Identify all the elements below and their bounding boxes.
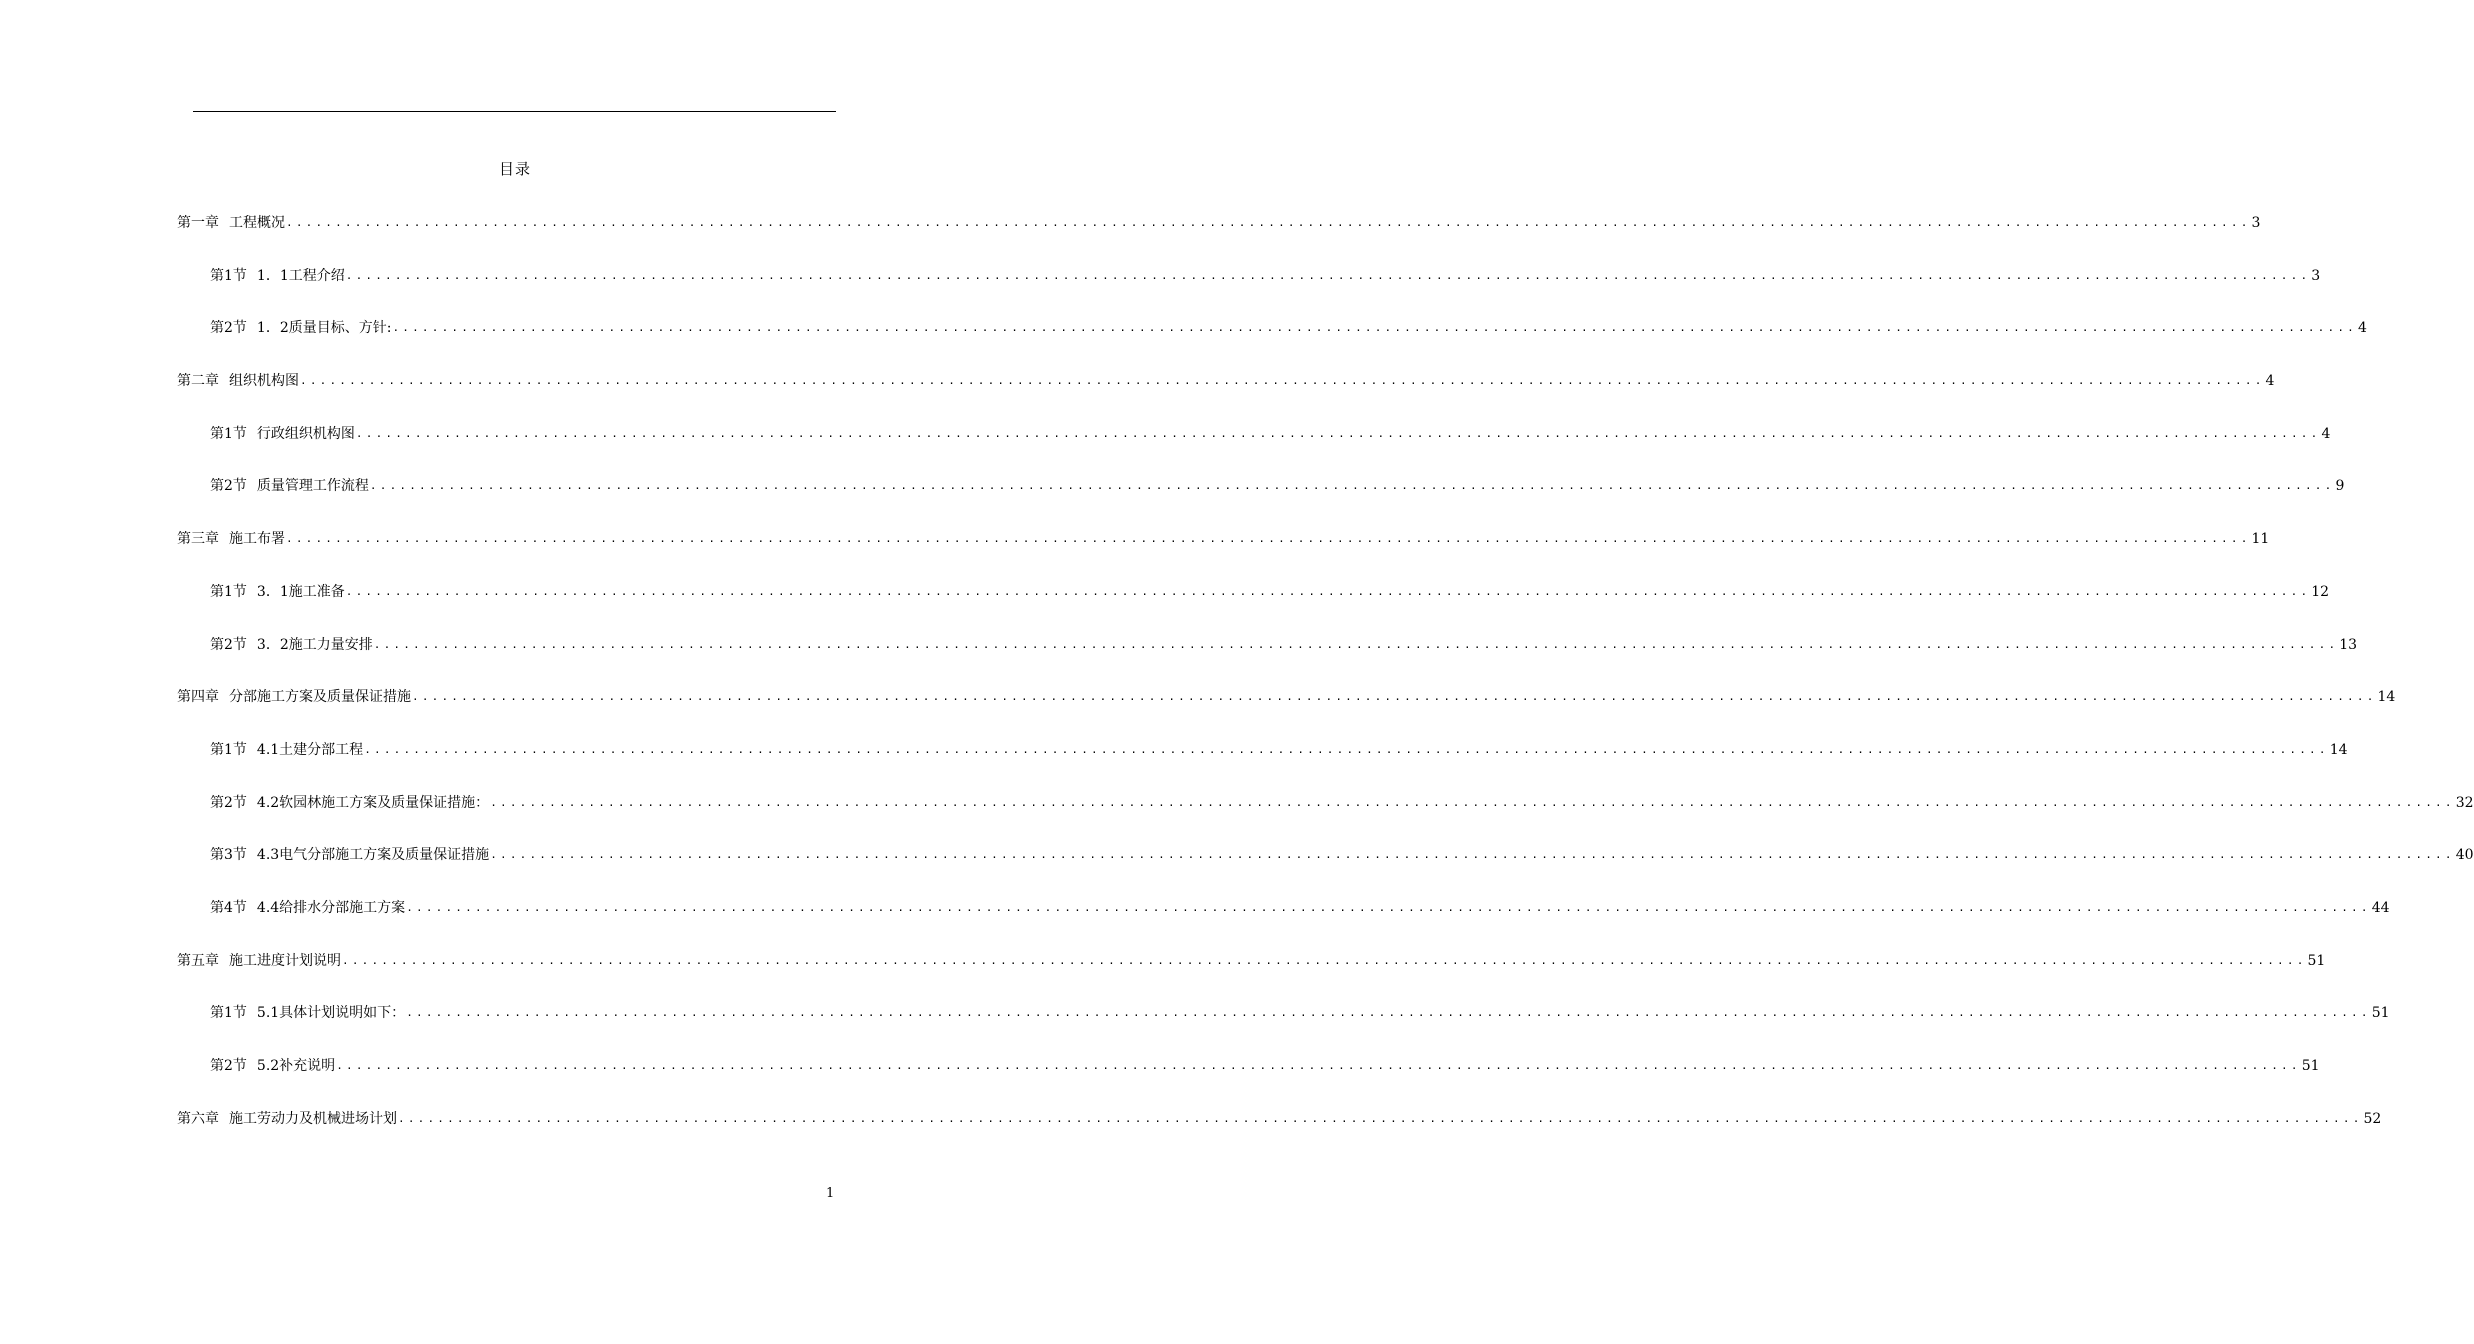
toc-dot-leader: ........................................................................................................................................................................................................ [406, 1006, 2371, 1020]
toc-dot-leader: ........................................................................................................................................................................................................ [345, 584, 2311, 598]
toc-entry-title: 4.3电气分部施工方案及质量保证措施 [256, 847, 490, 864]
toc-chapter-entry[interactable] [177, 527, 2270, 580]
toc-entry-label [210, 474, 369, 498]
toc-section-entry[interactable] [177, 633, 2358, 686]
toc-dot-leader: ........................................................................................................................................................................................................ [490, 848, 2455, 862]
toc-dot-leader: ........................................................................................................................................................................................................ [355, 426, 2321, 440]
toc-entry-number: 第2节 [210, 794, 247, 811]
toc-entry-number: 第六章 [177, 1110, 219, 1127]
toc-entry-label [177, 527, 285, 551]
toc-entry-label [210, 738, 363, 762]
toc-entry-page: 14 [2377, 689, 2396, 706]
toc-entry-number: 第2节 [210, 320, 247, 337]
toc-entry-number: 第1节 [210, 741, 247, 758]
toc-chapter-entry[interactable] [177, 369, 2275, 422]
toc-entry-number: 第2节 [210, 636, 247, 653]
page-number: 1 [826, 1186, 835, 1201]
toc-entry-page: 9 [2335, 478, 2345, 495]
toc-entry-page: 51 [2307, 952, 2326, 969]
toc-entry-title: 5.1具体计划说明如下： [256, 1005, 406, 1022]
toc-entry-title: 施工进度计划说明 [229, 952, 341, 969]
toc-dot-leader: ........................................................................................................................................................................................................ [286, 532, 2251, 546]
toc-entry-label [210, 843, 489, 867]
toc-dot-leader: ........................................................................................................................................................................................................ [336, 1059, 2301, 1072]
toc-entry-page: 14 [2329, 741, 2348, 758]
toc-entry-number: 第1节 [210, 1005, 247, 1022]
toc-dot-leader: ........................................................................................................................................................................................................ [398, 1111, 2363, 1125]
toc-entry-page: 4 [2321, 425, 2331, 442]
toc-entry-label [210, 791, 489, 815]
toc-entry-title: 工程概况 [229, 215, 285, 231]
toc-entry-page: 12 [2311, 583, 2330, 600]
toc-entry-label [177, 949, 341, 973]
toc-dot-leader: ........................................................................................................................................................................................................ [364, 742, 2329, 756]
toc-dot-leader: ........................................................................................................................................................................................................ [412, 690, 2377, 704]
toc-entry-label [210, 1054, 335, 1078]
toc-entry-number: 第五章 [177, 952, 219, 969]
toc-entry-label [210, 264, 345, 288]
toc-dot-leader: ........................................................................................................................................................................................................ [369, 479, 2335, 493]
toc-section-entry[interactable] [177, 264, 2321, 317]
toc-section-entry[interactable] [177, 474, 2345, 527]
toc-entry-number: 第三章 [177, 531, 219, 548]
toc-section-entry[interactable] [177, 1054, 2320, 1107]
toc-entry-page: 52 [2363, 1110, 2382, 1127]
toc-chapter-entry[interactable] [177, 211, 2261, 264]
toc-entry-title: 行政组织机构图 [256, 425, 355, 442]
toc-entry-label [177, 369, 299, 393]
toc-entry-label [210, 422, 355, 446]
toc-title: 目录 [498, 160, 531, 178]
toc-entry-number: 第4节 [210, 899, 247, 916]
toc-entry-label [210, 580, 345, 604]
table-of-contents [177, 211, 2474, 1159]
toc-entry-page: 4 [2265, 373, 2275, 390]
toc-entry-label [177, 1107, 397, 1131]
toc-entry-number: 第二章 [177, 373, 219, 390]
toc-entry-title: 4.4给排水分部施工方案 [256, 899, 406, 916]
toc-dot-leader: ........................................................................................................................................................................................................ [392, 321, 2357, 335]
toc-entry-title: 施工劳动力及机械进场计划 [229, 1110, 397, 1127]
toc-entry-title: 分部施工方案及质量保证措施 [229, 689, 411, 706]
toc-dot-leader: ........................................................................................................................................................................................................ [300, 374, 2265, 388]
toc-chapter-entry[interactable] [177, 949, 2326, 1002]
toc-entry-page: 4 [2357, 320, 2367, 337]
toc-dot-leader: ........................................................................................................................................................................................................ [345, 268, 2311, 282]
toc-entry-number: 第2节 [210, 478, 247, 495]
toc-entry-title: 组织机构图 [229, 373, 299, 390]
toc-entry-page: 40 [2455, 847, 2474, 864]
toc-dot-leader: ........................................................................................................................................................................................................ [490, 795, 2455, 809]
toc-entry-number: 第一章 [177, 215, 219, 231]
toc-section-entry[interactable] [177, 738, 2348, 791]
toc-entry-label [210, 896, 405, 920]
toc-dot-leader: ........................................................................................................................................................................................................ [406, 900, 2371, 914]
toc-section-entry[interactable] [177, 422, 2331, 475]
toc-entry-number: 第2节 [210, 1058, 247, 1074]
toc-entry-label [177, 211, 285, 235]
toc-entry-page: 51 [2301, 1058, 2320, 1074]
toc-section-entry[interactable] [177, 580, 2330, 633]
toc-entry-page: 11 [2251, 531, 2270, 548]
toc-entry-title: 4.1土建分部工程 [256, 741, 364, 758]
toc-entry-page: 3 [2251, 215, 2261, 231]
toc-entry-label [210, 316, 391, 340]
toc-section-entry[interactable] [177, 896, 2390, 949]
toc-entry-label [210, 1001, 405, 1025]
toc-entry-page: 13 [2339, 636, 2358, 653]
toc-section-entry[interactable] [177, 1001, 2390, 1054]
toc-chapter-entry[interactable] [177, 685, 2396, 738]
toc-entry-number: 第3节 [210, 847, 247, 864]
toc-entry-title: 施工布署 [229, 531, 285, 548]
toc-entry-page: 44 [2371, 899, 2390, 916]
toc-entry-number: 第1节 [210, 425, 247, 442]
toc-dot-leader: ........................................................................................................................................................................................................ [342, 953, 2307, 967]
toc-section-entry[interactable] [177, 791, 2474, 844]
toc-entry-number: 第1节 [210, 583, 247, 600]
toc-entry-number: 第1节 [210, 267, 247, 284]
toc-chapter-entry[interactable] [177, 1107, 2382, 1160]
toc-entry-title: 4.2软园林施工方案及质量保证措施： [256, 794, 490, 811]
toc-entry-title: 5.2补充说明 [256, 1058, 336, 1074]
toc-entry-title: 1．2质量目标、方针: [256, 320, 392, 337]
toc-dot-leader: ........................................................................................................................................................................................................ [286, 216, 2251, 229]
toc-dot-leader: ........................................................................................................................................................................................................ [373, 637, 2339, 651]
toc-entry-title: 1．1工程介绍 [256, 267, 345, 284]
header-rule [193, 111, 836, 112]
toc-entry-title: 质量管理工作流程 [256, 478, 369, 495]
toc-entry-label [210, 633, 373, 657]
toc-entry-number: 第四章 [177, 689, 219, 706]
toc-section-entry[interactable] [177, 316, 2367, 369]
toc-entry-page: 3 [2311, 267, 2321, 284]
toc-entry-page: 32 [2455, 794, 2474, 811]
toc-entry-title: 3．1施工准备 [256, 583, 345, 600]
toc-entry-label [177, 685, 411, 709]
toc-section-entry[interactable] [177, 843, 2474, 896]
toc-entry-title: 3．2施工力量安排 [256, 636, 373, 653]
toc-entry-page: 51 [2371, 1005, 2390, 1022]
